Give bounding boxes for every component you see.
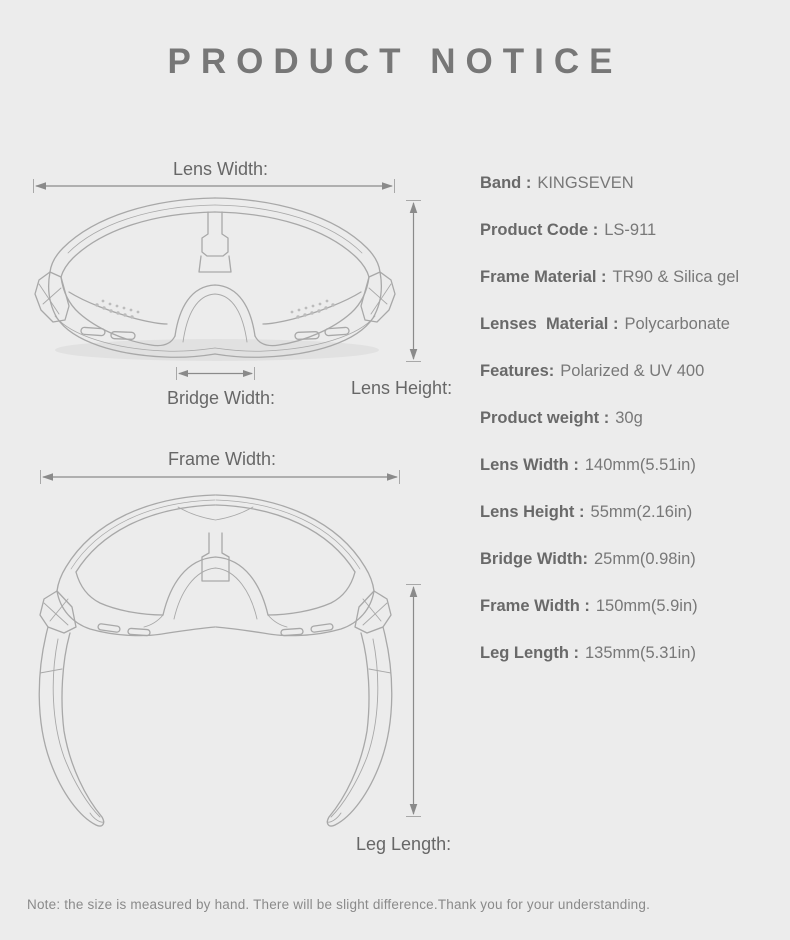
top-left-half [39,495,215,826]
measurement-note: Note: the size is measured by hand. There will be slight difference.Thank you for your understanding. [27,897,651,912]
spec-row-leg-length [480,630,780,677]
lens-height-dimension-arrow [406,200,421,362]
spec-row-lenses-material [480,301,780,348]
spec-label: Features: [480,362,555,380]
spec-row-product-code [480,207,780,254]
spec-value: 25mm(0.98in) [594,550,696,568]
front-center-bridge [175,212,255,342]
bridge-width-label: Bridge Width: [167,388,276,408]
spec-value: 150mm(5.9in) [595,597,698,615]
spec-value: Polycarbonate [624,315,730,333]
spec-value: 55mm(2.16in) [590,503,693,521]
front-right-half [215,198,395,357]
spec-value: Polarized & UV 400 [560,362,705,380]
spec-row-frame-material [480,254,780,301]
spec-value: 135mm(5.31in) [584,644,696,662]
spec-row-lens-width [480,442,780,489]
page-title: PRODUCT NOTICE [167,42,623,81]
spec-value: KINGSEVEN [537,174,634,192]
spec-label: Frame Width : [480,597,590,615]
spec-row-band [480,160,780,207]
frame-width-label: Frame Width: [168,449,277,469]
front-left-half [35,198,215,357]
spec-label: Lenses Material : [480,315,619,333]
spec-row-product-weight [480,395,780,442]
spec-label: Bridge Width: [480,550,588,568]
spec-value: LS-911 [604,221,657,239]
lens-height-label: Lens Height: [351,378,453,398]
leg-length-label: Leg Length: [356,834,452,854]
spec-label: Leg Length : [480,644,579,662]
top-right-half [216,495,392,826]
spec-value: 30g [615,409,643,427]
spec-label: Product weight : [480,409,610,427]
spec-label: Band : [480,174,532,192]
lens-width-dimension-arrow [33,179,395,193]
spec-row-features [480,348,780,395]
spec-row-frame-width [480,583,780,630]
spec-value: TR90 & Silica gel [612,268,740,286]
spec-label: Lens Width : [480,456,579,474]
spec-row-bridge-width [480,536,780,583]
spec-label: Frame Material : [480,268,607,286]
spec-label: Product Code : [480,221,599,239]
frame-width-dimension-arrow [40,470,400,484]
spec-list [480,160,780,677]
front-view-diagram [25,192,405,364]
top-view-diagram [28,487,403,832]
spec-value: 140mm(5.51in) [584,456,696,474]
spec-label: Lens Height : [480,503,585,521]
top-center-bridge [144,507,287,627]
spec-row-lens-height [480,489,780,536]
leg-length-dimension-arrow [406,584,421,817]
lens-width-label: Lens Width: [173,159,269,179]
bridge-width-dimension-arrow [176,367,255,380]
